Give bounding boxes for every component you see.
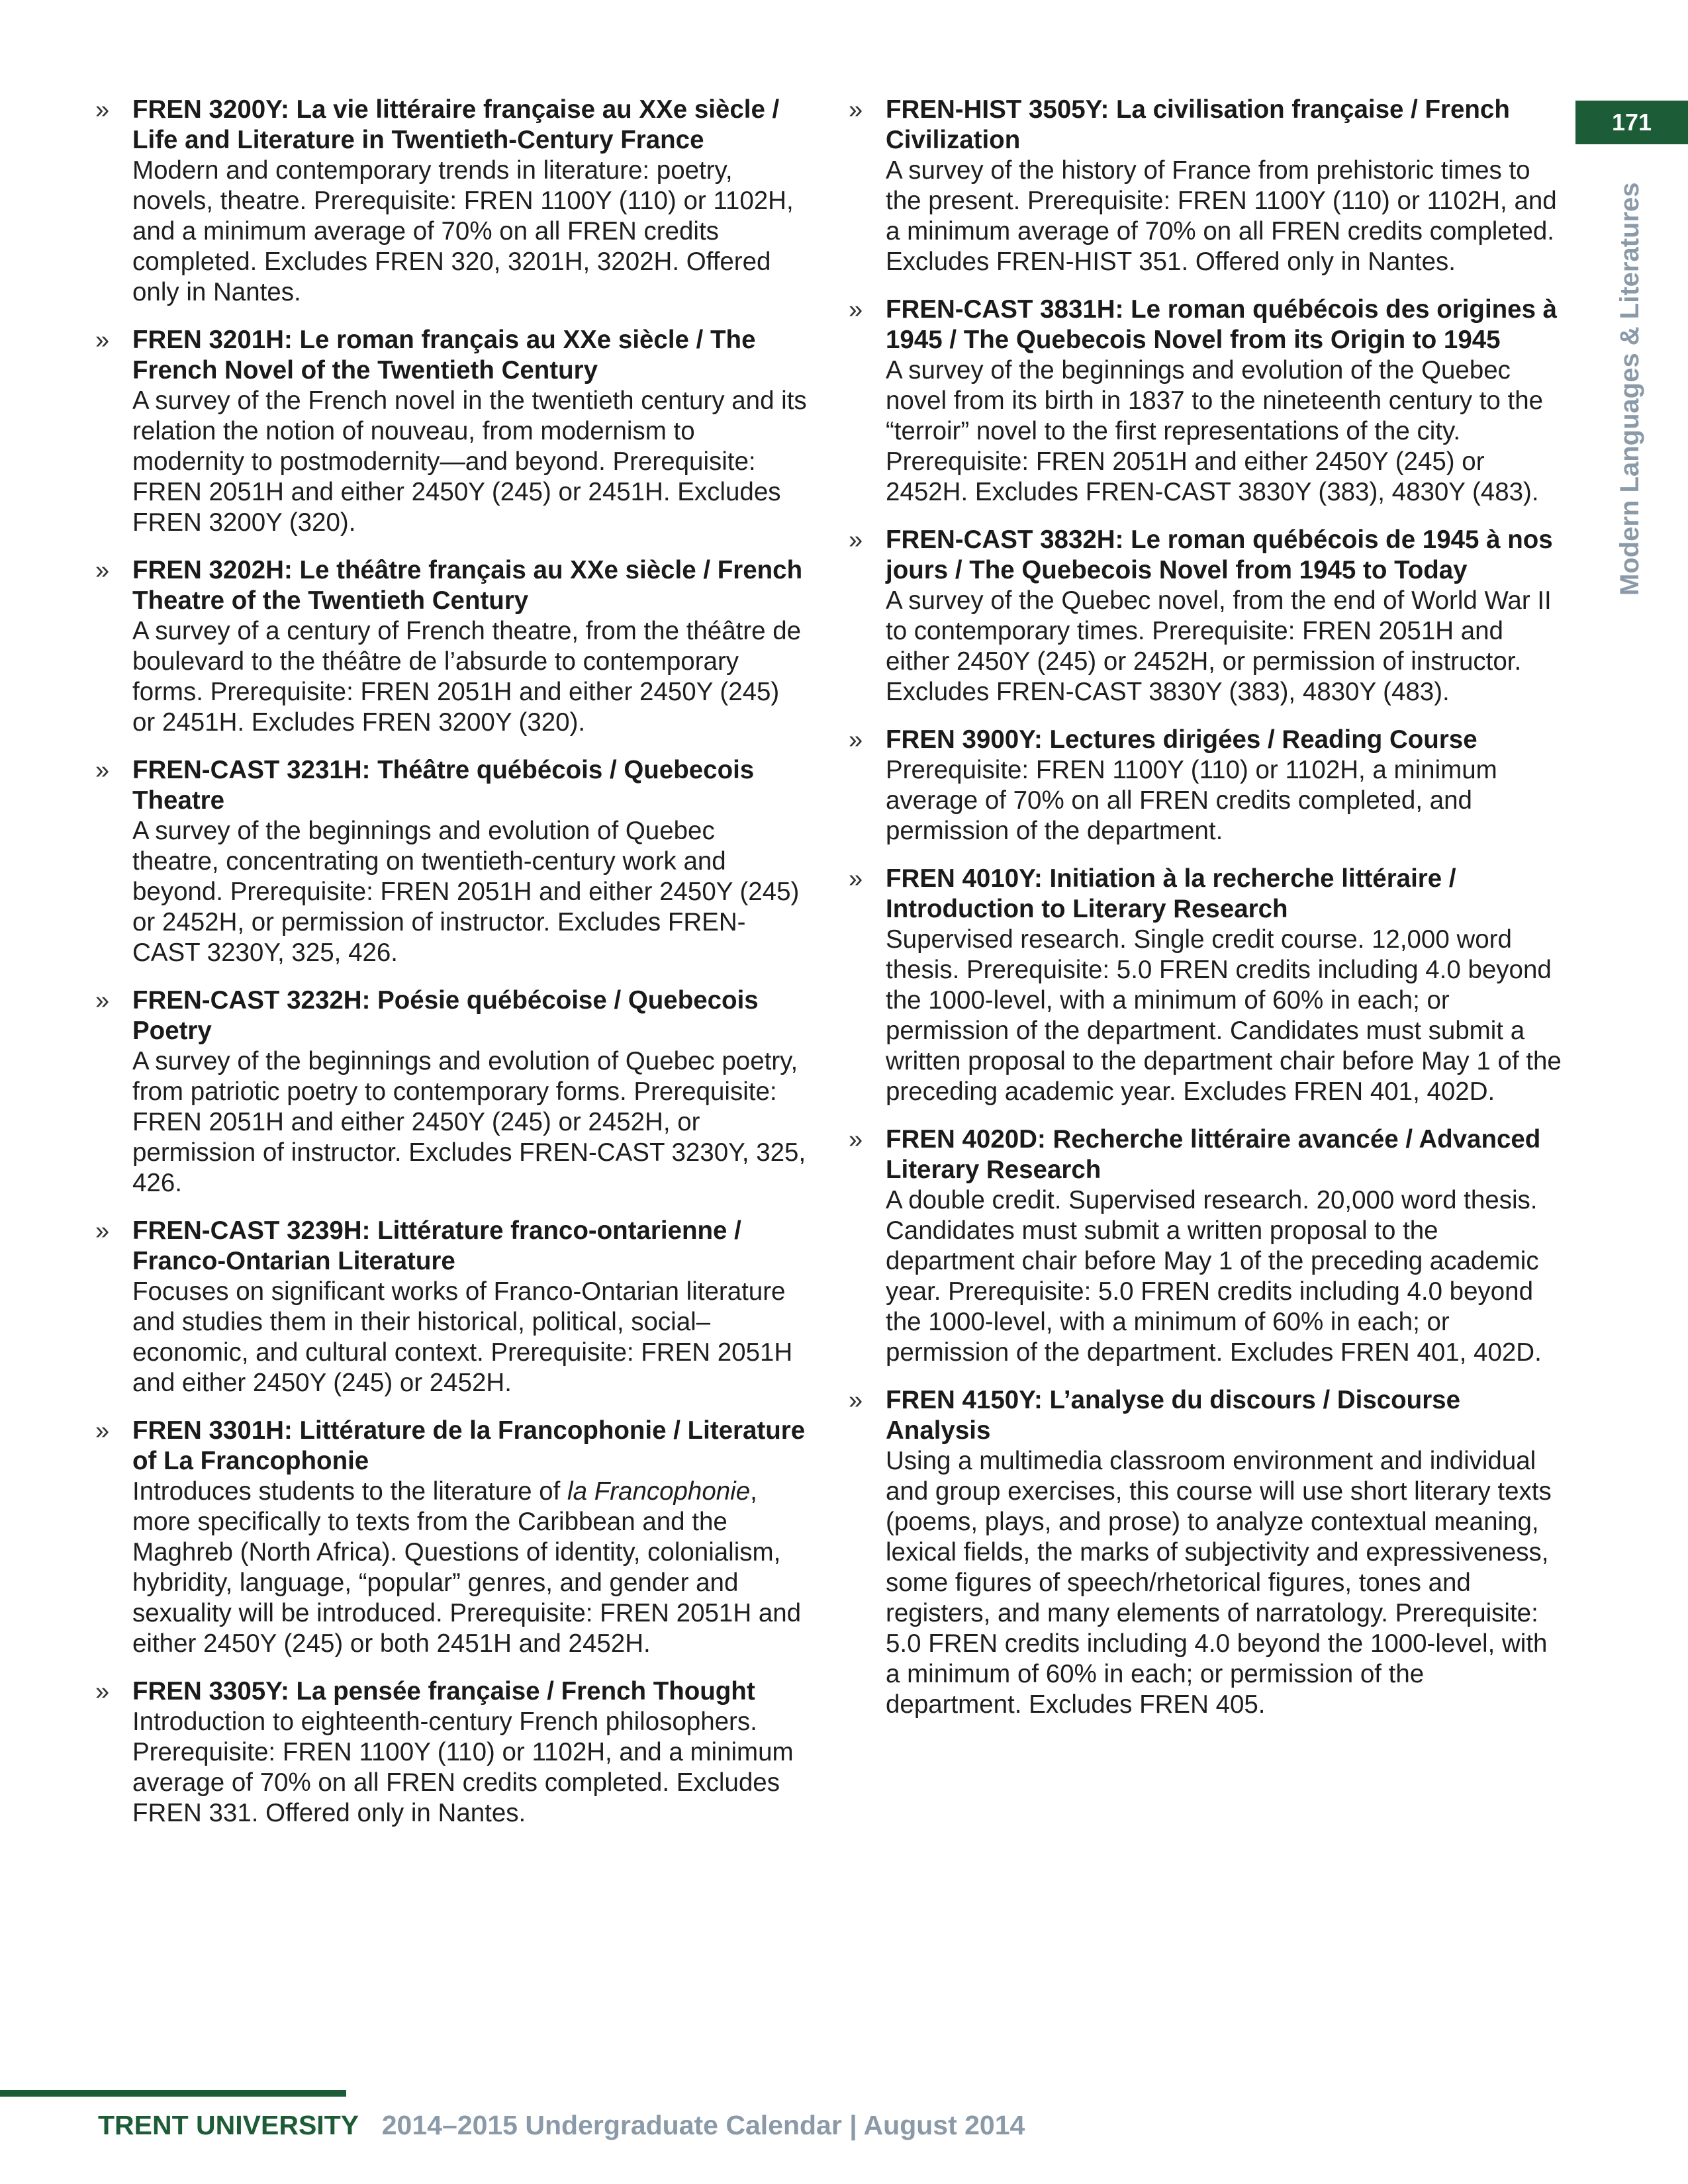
bullet-icon: » (849, 1126, 863, 1154)
course-description: A survey of the French novel in the twentieth century and its relation the notion of nouveau, from modernism to modernity to postmodernity—and beyond. Prerequisite: FREN 2051H and either 2450Y (245) or 2451H. Excludes FREN 3200Y (320). (132, 387, 807, 537)
course-title: FREN-CAST 3231H: Théâtre québécois / Quebecois Theatre (132, 756, 755, 815)
description-italic-text: la Francophonie (567, 1477, 751, 1506)
bullet-icon: » (95, 96, 110, 124)
course-entry (93, 1676, 808, 1829)
footer-calendar: 2014–2015 Undergraduate Calendar | August 2014 (381, 2110, 1025, 2140)
course-description: Modern and contemporary trends in literature: poetry, novels, theatre. Prerequisite: FREN 1100Y (110) or 1102H, and a minimum average of 70% on all FREN credits completed. Excludes FREN 320, 3201H, 3202H. Offered only in Nantes. (132, 156, 794, 306)
course-title: FREN-CAST 3232H: Poésie québécoise / Quebecois Poetry (132, 986, 759, 1045)
bullet-icon: » (95, 1217, 110, 1245)
course-title: FREN 4020D: Recherche littéraire avancée / Advanced Literary Research (886, 1125, 1541, 1184)
course-title: FREN 3305Y: La pensée française / French Thought (132, 1677, 755, 1706)
course-entry (93, 1216, 808, 1398)
course-entry (93, 555, 808, 738)
course-description: Focuses on significant works of Franco-Ontarian literature and studies them in their historical, political, social–economic, and cultural context. Prerequisite: FREN 2051H and either 2450Y (245) or 2452H. (132, 1277, 793, 1397)
course-entry (93, 325, 808, 538)
course-title: FREN 3900Y: Lectures dirigées / Reading Course (886, 725, 1477, 754)
right-column (846, 95, 1562, 1737)
course-entry (93, 985, 808, 1199)
bullet-icon: » (849, 96, 863, 124)
bullet-icon: » (95, 1678, 110, 1706)
footer-university: TRENT UNIVERSITY (98, 2110, 359, 2140)
course-entry (846, 1124, 1562, 1368)
footer (98, 2110, 1025, 2141)
course-description: A double credit. Supervised research. 20,000 word thesis. Candidates must submit a written proposal to the department chair before May 1 of the preceding academic year. Prerequisite: 5.0 FREN credits including 4.0 beyond the 1000-level, with a minimum of 60% in each; or permission of the department. Excludes FREN 401, 402D. (886, 1186, 1542, 1367)
left-column (93, 95, 808, 1846)
course-title: FREN-CAST 3831H: Le roman québécois des origines à 1945 / The Quebecois Novel from its Origin to 1945 (886, 295, 1558, 354)
course-title: FREN-CAST 3832H: Le roman québécois de 1945 à nos jours / The Quebecois Novel from 1945 to Today (886, 525, 1553, 584)
page-number: 171 (1611, 109, 1652, 136)
course-title: FREN 4150Y: L’analyse du discours / Discourse Analysis (886, 1386, 1460, 1445)
bullet-icon: » (95, 987, 110, 1015)
course-entry (846, 525, 1562, 707)
course-description (132, 1477, 808, 1659)
course-title: FREN 3202H: Le théâtre français au XXe siècle / French Theatre of the Twentieth Century (132, 556, 803, 615)
course-title: FREN 3201H: Le roman français au XXe siècle / The French Novel of the Twentieth Century (132, 326, 756, 385)
course-description: Supervised research. Single credit course. 12,000 word thesis. Prerequisite: 5.0 FREN credits including 4.0 beyond the 1000-level, with a minimum of 60% in each; or permission of the department. Candidates must submit a written proposal to the department chair before May 1 of the preceding academic year. Excludes FREN 401, 402D. (886, 925, 1562, 1106)
bullet-icon: » (95, 756, 110, 784)
course-description: A survey of the beginnings and evolution of the Quebec novel from its birth in 1837 to the nineteenth century to the “terroir” novel to the first representations of the city. Prerequisite: FREN 2051H and either 2450Y (245) or 2452H. Excludes FREN-CAST 3830Y (383), 4830Y (483). (886, 356, 1544, 506)
course-entry (846, 725, 1562, 846)
bullet-icon: » (849, 296, 863, 324)
course-title: FREN-CAST 3239H: Littérature franco-ontarienne / Franco-Ontarian Literature (132, 1216, 741, 1275)
course-entry (846, 864, 1562, 1107)
course-entry (93, 755, 808, 968)
course-description: A survey of the beginnings and evolution of Quebec poetry, from patriotic poetry to contemporary forms. Prerequisite: FREN 2051H and either 2450Y (245) or 2452H, or permission of instructor. Excludes FREN-CAST 3230Y, 325, 426. (132, 1047, 806, 1197)
course-description: A survey of the history of France from prehistoric times to the present. Prerequisite: FREN 1100Y (110) or 1102H, and a minimum average of 70% on all FREN credits completed. Excludes FREN-HIST 351. Offered only in Nantes. (886, 156, 1557, 276)
course-entry (846, 1385, 1562, 1720)
bullet-icon: » (849, 865, 863, 893)
course-description: A survey of the beginnings and evolution of Quebec theatre, concentrating on twentieth-century work and beyond. Prerequisite: FREN 2051H and either 2450Y (245) or 2452H, or permission of instructor. Excludes FREN-CAST 3230Y, 325, 426. (132, 817, 800, 967)
course-description: A survey of a century of French theatre, from the théâtre de boulevard to the théâtre de l’absurde to contemporary forms. Prerequisite: FREN 2051H and either 2450Y (245) or 2451H. Excludes FREN 3200Y (320). (132, 617, 802, 737)
bullet-icon: » (849, 1387, 863, 1414)
footer-rule (0, 2090, 346, 2097)
course-entry (93, 95, 808, 308)
description-text: , more specifically to texts from the Caribbean and the Maghreb (North Africa). Questions of identity, colonialism, hybridity, language, “popular” genres, and gender and sexuality will be introduced. Prerequisite: FREN 2051H and either 2450Y (245) or both 2451H and 2452H. (132, 1477, 802, 1658)
course-description: Using a multimedia classroom environment and individual and group exercises, this course will use short literary texts (poems, plays, and prose) to analyze contextual meaning, lexical fields, the marks of subjectivity and expressiveness, some figures of speech/rhetorical figures, tones and registers, and many elements of narratology. Prerequisite: 5.0 FREN credits including 4.0 beyond the 1000-level, with a minimum of 60% in each; or permission of the department. Excludes FREN 405. (886, 1447, 1552, 1719)
description-text: Introduces students to the literature of (132, 1477, 568, 1506)
course-entry (846, 95, 1562, 277)
course-title: FREN-HIST 3505Y: La civilisation française / French Civilization (886, 95, 1510, 154)
course-description: Prerequisite: FREN 1100Y (110) or 1102H, a minimum average of 70% on all FREN credits completed, and permission of the department. (886, 756, 1497, 845)
bullet-icon: » (95, 1417, 110, 1445)
course-title: FREN 4010Y: Initiation à la recherche littéraire / Introduction to Literary Research (886, 864, 1456, 923)
bullet-icon: » (849, 726, 863, 754)
bullet-icon: » (95, 557, 110, 584)
page-number-tab (1575, 101, 1688, 144)
course-title: FREN 3200Y: La vie littéraire française au XXe siècle / Life and Literature in Twentieth-Century France (132, 95, 780, 154)
section-title: Modern Languages & Literatures (1615, 182, 1644, 596)
course-description: Introduction to eighteenth-century French philosophers. Prerequisite: FREN 1100Y (110) or 1102H, and a minimum average of 70% on all FREN credits completed. Excludes FREN 331. Offered only in Nantes. (132, 1707, 794, 1827)
course-title: FREN 3301H: Littérature de la Francophonie / Literature of La Francophonie (132, 1416, 806, 1475)
course-description: A survey of the Quebec novel, from the end of World War II to contemporary times. Prerequisite: FREN 2051H and either 2450Y (245) or 2452H, or permission of instructor. Excludes FREN-CAST 3830Y (383), 4830Y (483). (886, 586, 1552, 706)
bullet-icon: » (849, 526, 863, 554)
bullet-icon: » (95, 326, 110, 354)
course-entry (93, 1416, 808, 1659)
course-entry (846, 295, 1562, 508)
